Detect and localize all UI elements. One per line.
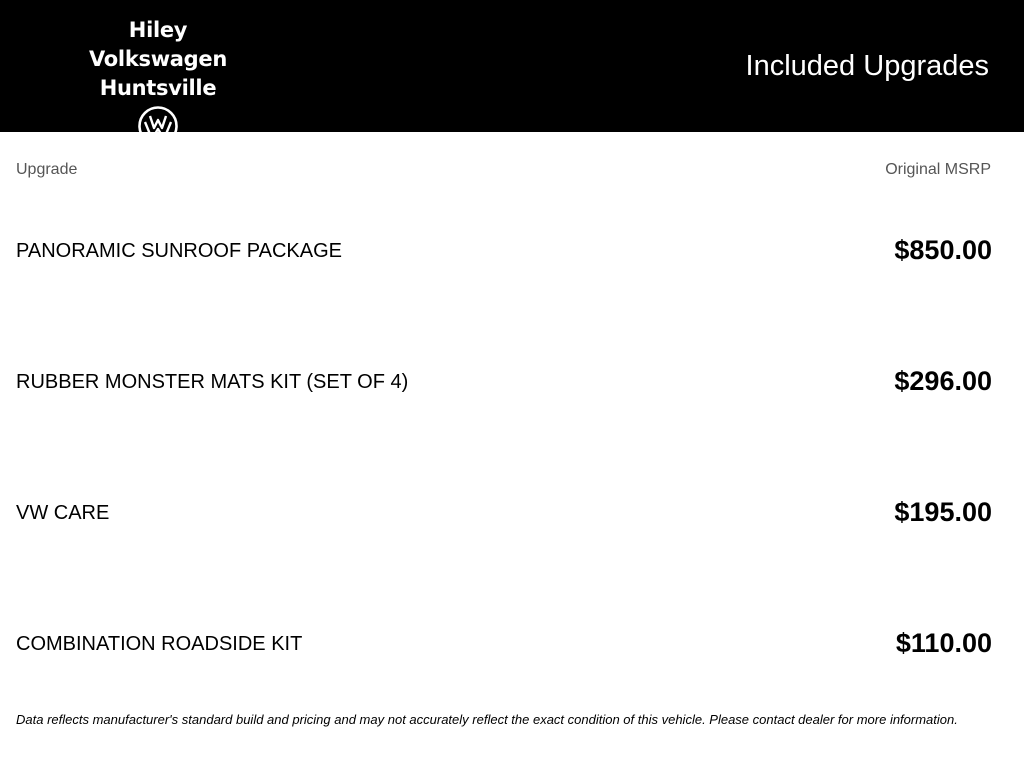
dealer-logo <box>58 16 258 147</box>
disclaimer-text: Data reflects manufacturer's standard build and pricing and may not accurately reflect the exact condition of this vehicle. Please contact dealer for more information. <box>16 712 958 727</box>
upgrade-name: PANORAMIC SUNROOF PACKAGE <box>16 240 342 262</box>
page-header <box>0 0 1024 132</box>
upgrade-name: RUBBER MONSTER MATS KIT (SET OF 4) <box>16 371 409 393</box>
vw-logo-icon <box>137 105 179 147</box>
dealer-city: Huntsville <box>99 76 217 100</box>
upgrade-column-header: Upgrade <box>16 161 78 178</box>
msrp-column-header: Original MSRP <box>885 161 991 178</box>
page-title: Included Upgrades <box>745 50 989 82</box>
list-item <box>0 493 1024 533</box>
upgrade-name: VW CARE <box>16 502 110 524</box>
list-item <box>0 231 1024 271</box>
upgrade-price: $850.00 <box>894 235 992 265</box>
upgrade-price: $195.00 <box>894 497 992 527</box>
upgrade-price: $110.00 <box>895 628 992 658</box>
list-item <box>0 362 1024 402</box>
list-item <box>0 624 1024 664</box>
dealer-name: Hiley Volkswagen <box>89 18 227 71</box>
upgrade-name: COMBINATION ROADSIDE KIT <box>16 633 303 655</box>
upgrade-price: $296.00 <box>894 366 992 396</box>
